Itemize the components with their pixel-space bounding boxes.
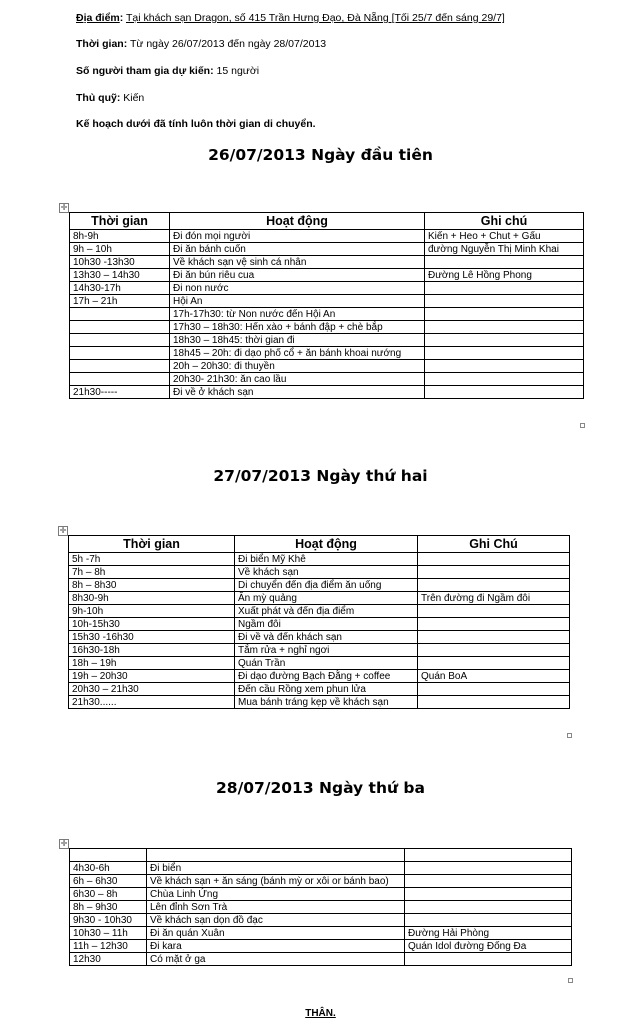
table-row: 21h30...... Mua bánh tráng kẹp về khách sạn — [69, 696, 570, 709]
table-row: 10h30 – 11h Đi ăn quán Xuân Đường Hải Phòng — [70, 927, 572, 940]
col-header-activity: Hoạt động — [235, 536, 418, 553]
table-row: 14h30-17h Đi non nước — [70, 282, 584, 295]
table-resize-handle[interactable] — [568, 978, 573, 983]
table-row: 10h30 -13h30 Về khách sạn vệ sinh cá nhân — [70, 256, 584, 269]
table-row: 8h-9h Đi đón mọi người Kiến + Heo + Chut + Gấu — [70, 230, 584, 243]
table-row: 9h30 - 10h30 Về khách sạn dọn đồ đạc — [70, 914, 572, 927]
table-resize-handle[interactable] — [567, 733, 572, 738]
col-header-note: Ghi chú — [425, 213, 584, 230]
table-row: 15h30 -16h30 Đi về và đến khách sạn — [69, 631, 570, 644]
table-row: 13h30 – 14h30 Đi ăn bún riêu cua Đường Lê Hồng Phong — [70, 269, 584, 282]
time-value: Từ ngày 26/07/2013 đến ngày 28/07/2013 — [129, 38, 327, 50]
treasurer-value: Kiến — [123, 92, 145, 104]
table-row: 8h30-9h Ăn mỳ quảng Trên đường đi Ngầm đôi — [69, 592, 570, 605]
table-row: 5h -7h Đi biển Mỹ Khê — [69, 553, 570, 566]
table-row: 10h-15h30 Ngầm đôi — [69, 618, 570, 631]
place-line: Địa điểm: Tại khách sạn Dragon, số 415 Trần Hưng Đạo, Đà Nẵng [Tối 25/7 đến sáng 29/7] — [76, 12, 505, 24]
table-header-row — [69, 536, 570, 553]
move-handle-icon[interactable]: ✛ — [60, 839, 68, 848]
plan-note: Kế hoạch dưới đã tính luôn thời gian di chuyển. — [76, 118, 316, 130]
table-row: 20h30- 21h30: ăn cao lầu — [70, 373, 584, 386]
place-label: Địa điểm — [76, 12, 120, 24]
table-row: 21h30----- Đi về ở khách sạn — [70, 386, 584, 399]
col-header-time: Thời gian — [70, 213, 170, 230]
day2-table — [68, 535, 570, 709]
table-row: 17h-17h30: từ Non nước đến Hội An — [70, 308, 584, 321]
table-row — [70, 849, 572, 862]
day1-table — [69, 212, 584, 399]
col-header-activity: Hoạt động — [170, 213, 425, 230]
day2-title: 27/07/2013 Ngày thứ hai — [213, 467, 428, 485]
table-row: 12h30 Có mặt ở ga — [70, 953, 572, 966]
table-row: 9h – 10h Đi ăn bánh cuốn đường Nguyễn Thị Minh Khai — [70, 243, 584, 256]
table-row: 4h30-6h Đi biển — [70, 862, 572, 875]
table-resize-handle[interactable] — [580, 423, 585, 428]
signoff: THÂN. — [305, 1008, 336, 1019]
table-row: 20h30 – 21h30 Đến cầu Rồng xem phun lửa — [69, 683, 570, 696]
table-row: 20h – 20h30: đi thuyền — [70, 360, 584, 373]
table-row: 8h – 9h30 Lên đỉnh Sơn Trà — [70, 901, 572, 914]
table-header-row — [70, 213, 584, 230]
col-header-time: Thời gian — [69, 536, 235, 553]
table-row: 7h – 8h Về khách sạn — [69, 566, 570, 579]
treasurer-line: Thủ quỹ: Kiến — [76, 92, 145, 104]
table-row: 17h30 – 18h30: Hến xào + bánh đập + chè bắp — [70, 321, 584, 334]
table-row: 18h30 – 18h45: thời gian đi — [70, 334, 584, 347]
move-handle-icon[interactable]: ✛ — [59, 526, 67, 535]
table-row: 11h – 12h30 Đi kara Quán Idol đường Đống Đa — [70, 940, 572, 953]
col-header-note: Ghi Chú — [418, 536, 570, 553]
table-row: 9h-10h Xuất phát và đến địa điểm — [69, 605, 570, 618]
people-line: Số người tham gia dự kiến: 15 người — [76, 65, 260, 77]
day3-title: 28/07/2013 Ngày thứ ba — [216, 779, 425, 797]
table-row: 6h30 – 8h Chùa Linh Ứng — [70, 888, 572, 901]
table-row: 16h30-18h Tắm rửa + nghỉ ngơi — [69, 644, 570, 657]
table-row: 6h – 6h30 Về khách sạn + ăn sáng (bánh mỳ or xôi or bánh bao) — [70, 875, 572, 888]
people-value: 15 người — [216, 65, 260, 77]
table-row: 18h45 – 20h: đi dạo phố cổ + ăn bánh khoai nướng — [70, 347, 584, 360]
table-row: 18h – 19h Quán Trần — [69, 657, 570, 670]
time-label: Thời gian — [76, 38, 124, 50]
place-value: Tại khách sạn Dragon, số 415 Trần Hưng Đạo, Đà Nẵng [Tối 25/7 đến sáng 29/7] — [126, 12, 505, 24]
day1-title: 26/07/2013 Ngày đầu tiên — [208, 146, 433, 164]
move-handle-icon[interactable]: ✛ — [60, 203, 68, 212]
table-row: 19h – 20h30 Đi dạo đường Bạch Đằng + coffee Quán BoA — [69, 670, 570, 683]
table-row: 17h – 21h Hội An — [70, 295, 584, 308]
day3-table — [69, 848, 572, 966]
people-label: Số người tham gia dự kiến — [76, 65, 211, 77]
time-line: Thời gian: Từ ngày 26/07/2013 đến ngày 28/07/2013 — [76, 38, 327, 50]
table-row: 8h – 8h30 Di chuyển đến địa điểm ăn uống — [69, 579, 570, 592]
treasurer-label: Thủ quỹ — [76, 92, 117, 104]
